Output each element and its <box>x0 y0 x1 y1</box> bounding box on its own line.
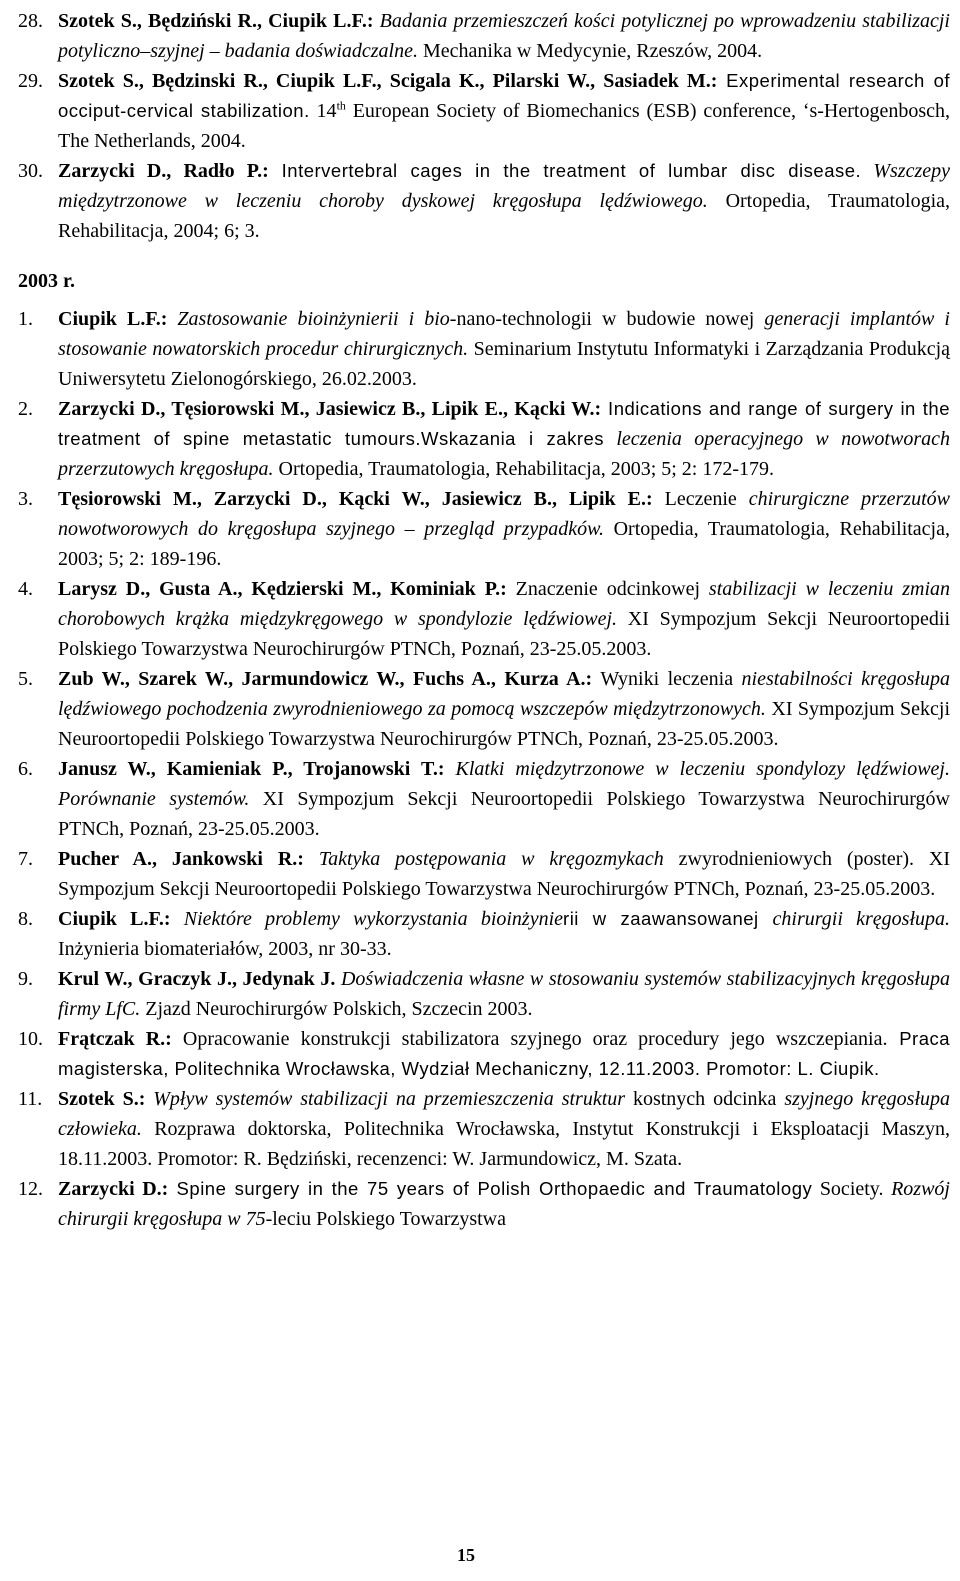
reference-title: niestabilności kręgosłupa lędźwiowego pochodzenia zwyrodnieniowego za pomocą wszczepów międzytrzonowych. <box>58 668 950 720</box>
reference-number: 1. <box>18 308 33 330</box>
reference-number: 9. <box>18 968 33 990</box>
reference-entry <box>18 904 950 964</box>
reference-text: zwyrodnieniowych (poster). XI Sympozjum Sekcji Neuroortopedii Polskiego Towarzystwa Neurochirurgów PTNCh, Poznań, 23-25.05.2003. <box>58 848 950 900</box>
reference-title: Rozwój chirurgii kręgosłupa w 75 <box>58 1178 950 1230</box>
reference-title: Klatki międzytrzonowe w leczeniu spondylozy lędźwiowej. Porównanie systemów. <box>58 758 950 810</box>
reference-authors: Zarzycki D., Tęsiorowski M., Jasiewicz B., Lipik E., Kącki W.: <box>58 398 602 420</box>
reference-text: Wyniki leczenia <box>592 668 742 690</box>
reference-authors: Janusz W., Kamieniak P., Trojanowski T.: <box>58 758 445 780</box>
reference-text: Ortopedia, Traumatologia, Rehabilitacja, 2003; 5; 2: 189-196. <box>58 518 950 570</box>
reference-authors: Szotek S., Będziński R., Ciupik L.F.: <box>58 10 374 32</box>
reference-number: 7. <box>18 848 33 870</box>
reference-text: European Society of Biomechanics (ESB) conference, ‘s-Hertogenbosch, The Netherlands, 2004. <box>58 100 951 152</box>
reference-authors: Szotek S.: <box>58 1088 146 1110</box>
reference-number: 8. <box>18 908 33 930</box>
reference-text: 14 <box>309 100 337 122</box>
reference-entry <box>18 304 950 394</box>
reference-authors: Zarzycki D.: <box>58 1178 169 1200</box>
reference-authors: Zub W., Szarek W., Jarmundowicz W., Fuchs A., Kurza A.: <box>58 668 593 690</box>
reference-title: chirurgii kręgosłupa. <box>772 908 951 930</box>
reference-title: chirurgiczne przerzutów nowotworowych do kręgosłupa szyjnego – przegląd przypadków. <box>58 488 950 540</box>
reference-authors: Tęsiorowski M., Zarzycki D., Kącki W., Jasiewicz B., Lipik E.: <box>58 488 653 510</box>
reference-text: Inżynieria biomateriałów, 2003, nr 30-33. <box>58 938 392 960</box>
reference-text: Seminarium Instytutu Informatyki i Zarządzania Produkcją Uniwersytetu Zielonogórskiego, 26.02.2003. <box>58 338 951 390</box>
reference-entry <box>18 664 950 754</box>
reference-text: kostnych odcinka <box>625 1088 785 1110</box>
reference-title: Taktyka postępowania w kręgozmykach <box>303 848 679 870</box>
reference-number: 11. <box>18 1088 43 1110</box>
reference-number: 29. <box>18 70 43 92</box>
reference-text: Rozprawa doktorska, Politechnika Wrocławska, Instytut Konstrukcji i Eksploatacji Maszyn, 18.11.2003. Promotor: R. Będziński, recenzenci: W. Jarmundowicz, M. Szata. <box>58 1118 950 1170</box>
reference-title: stabilizacji w leczeniu zmian chorobowych krążka międzykręgowego w spondylozie lędźwiowej. <box>58 578 951 630</box>
reference-text: Zjazd Neurochirurgów Polskich, Szczecin 2003. <box>140 998 533 1020</box>
reference-text: th <box>336 98 346 113</box>
reference-text: Mechanika w Medycynie, Rzeszów, 2004. <box>417 40 763 62</box>
reference-text: XI Sympozjum Sekcji Neuroortopedii Polskiego Towarzystwa Neurochirurgów PTNCh, Poznań, 23-25.05.2003. <box>58 698 951 750</box>
reference-text: Leczenie <box>652 488 749 510</box>
reference-text: rii w zaawansowanej <box>563 908 773 929</box>
reference-authors: Ciupik L.F.: <box>58 908 171 930</box>
reference-title: Doświadczenia własne w stosowaniu systemów stabilizacyjnych kręgosłupa firmy LfC. <box>58 968 950 1020</box>
year-heading: 2003 r. <box>18 270 76 292</box>
reference-number: 30. <box>18 160 43 182</box>
reference-authors: Zarzycki D., Radło P.: <box>58 160 269 182</box>
reference-authors: Szotek S., Będzinski R., Ciupik L.F., Scigala K., Pilarski W., Sasiadek M.: <box>58 70 718 92</box>
reference-title: Wszczepy międzytrzonowe w leczeniu choroby dyskowej kręgosłupa lędźwiowego. <box>58 160 950 212</box>
page-number: 15 <box>457 1545 475 1565</box>
reference-text: -nano-technologii w budowie nowej <box>449 308 765 330</box>
reference-title: Zastosowanie bioinżynierii i bio <box>167 308 450 330</box>
reference-number: 2. <box>18 398 33 420</box>
reference-title: szyjnego kręgosłupa człowieka. <box>58 1088 950 1140</box>
reference-entry <box>18 964 950 1024</box>
reference-title: Badania przemieszczeń kości potylicznej po wprowadzeniu stabilizacji potyliczno–szyjnej – badania doświadczalne. <box>58 10 950 62</box>
reference-authors: Larysz D., Gusta A., Kędzierski M., Kominiak P.: <box>58 578 507 600</box>
reference-text: -leciu Polskiego Towarzystwa <box>265 1208 506 1230</box>
reference-text: Ortopedia, Traumatologia, Rehabilitacja, 2003; 5; 2: 172-179. <box>273 458 775 480</box>
reference-number: 12. <box>18 1178 43 1200</box>
document-page <box>18 6 950 1234</box>
reference-title: generacji implantów i stosowanie nowatorskich procedur chirurgicznych. <box>58 308 950 360</box>
reference-number: 4. <box>18 578 33 600</box>
reference-text: Spine surgery in the 75 years of Polish Orthopaedic and Traumatology <box>168 1178 813 1199</box>
reference-authors: Ciupik L.F.: <box>58 308 168 330</box>
reference-entry <box>18 1084 950 1174</box>
reference-text: Society. <box>812 1178 884 1200</box>
reference-entry <box>18 66 950 156</box>
reference-text: Ortopedia, Traumatologia, Rehabilitacja, 2004; 6; 3. <box>58 190 950 242</box>
reference-number: 5. <box>18 668 33 690</box>
reference-title: leczenia operacyjnego w nowotworach przerzutowych kręgosłupa. <box>58 428 950 480</box>
reference-number: 6. <box>18 758 33 780</box>
reference-text: Experimental research of occiput-cervical stabilization. <box>58 70 951 121</box>
reference-number: 3. <box>18 488 33 510</box>
reference-entry <box>18 394 950 484</box>
reference-entry <box>18 6 950 66</box>
reference-text: Praca magisterska, Politechnika Wrocławska, Wydział Mechaniczny, 12.11.2003. Promotor: L. Ciupik. <box>58 1028 951 1079</box>
reference-entry <box>18 574 950 664</box>
reference-entry <box>18 844 950 904</box>
reference-entry <box>18 754 950 844</box>
reference-text: Indications and range of surgery in the treatment of spine metastatic tumours.Wskazania i zakres <box>58 398 950 449</box>
reference-entry <box>18 1024 950 1084</box>
reference-text: XI Sympozjum Sekcji Neuroortopedii Polskiego Towarzystwa Neurochirurgów PTNCh, Poznań, 23-25.05.2003. <box>58 788 950 840</box>
reference-entry <box>18 156 950 246</box>
reference-authors: Frątczak R.: <box>58 1028 172 1050</box>
reference-entry <box>18 484 950 574</box>
reference-text: Opracowanie konstrukcji stabilizatora szyjnego oraz procedury jego wszczepiania. <box>171 1028 888 1050</box>
reference-authors: Krul W., Graczyk J., Jedynak J. <box>58 968 336 990</box>
reference-number: 28. <box>18 10 43 32</box>
reference-list-2004 <box>18 6 950 246</box>
reference-list-2003 <box>18 304 950 1234</box>
reference-entry <box>18 1174 950 1234</box>
reference-title: Niektóre problemy wykorzystania bioinżynie <box>170 908 564 930</box>
reference-title: Wpływ systemów stabilizacji na przemieszczenia struktur <box>145 1088 626 1110</box>
reference-authors: Pucher A., Jankowski R.: <box>58 848 304 870</box>
reference-text: Intervertebral cages in the treatment of lumbar disc disease. <box>268 160 862 181</box>
reference-text: XI Sympozjum Sekcji Neuroortopedii Polskiego Towarzystwa Neurochirurgów PTNCh, Poznań, 23-25.05.2003. <box>58 608 950 660</box>
reference-number: 10. <box>18 1028 43 1050</box>
reference-text: Znaczenie odcinkowej <box>506 578 709 600</box>
